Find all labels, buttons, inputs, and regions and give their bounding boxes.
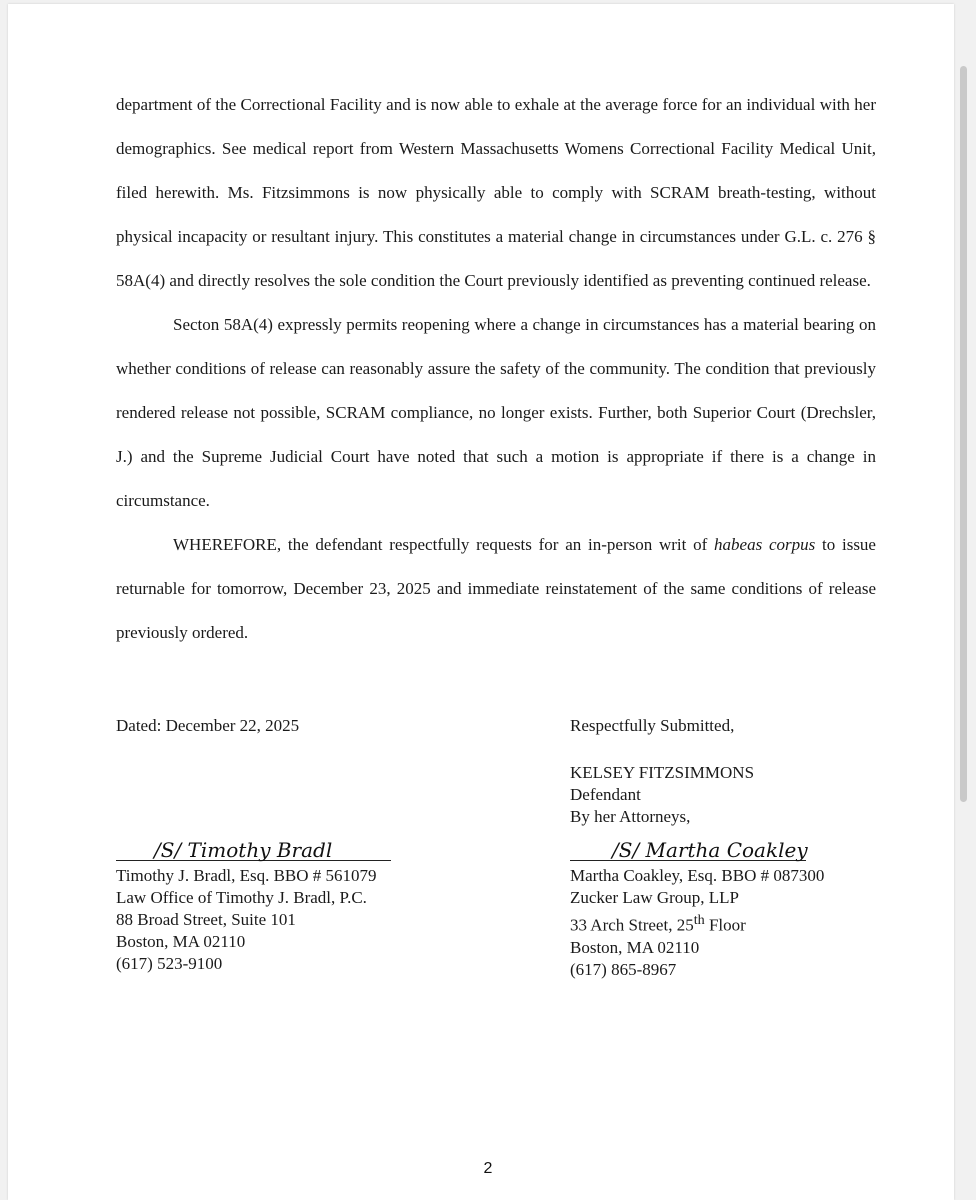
attorney-bradl-signature-block: [116, 838, 416, 975]
defendant-name: KELSEY FITZSIMMONS: [570, 763, 755, 782]
bradl-firm: Law Office of Timothy J. Bradl, P.C.: [116, 888, 367, 907]
page-number: 2: [483, 1160, 493, 1177]
paragraph-medical-change: department of the Correctional Facility and is now able to exhale at the average force for an individual with her demographics. See medical report from Western Massachusetts Womens Correctional Facility Medical Unit, filed herewith. Ms. Fitzsimmons is now physically able to comply with SCRAM breath-testing, without physical incapacity or resultant injury. This constitutes a material change in circumstances under G.L. c. 276 § 58A(4) and directly resolves the sole condition the Court previously identified as preventing continued release.: [116, 95, 876, 290]
paragraph-wherefore: [116, 523, 876, 655]
vertical-scrollbar[interactable]: [960, 66, 967, 802]
bradl-phone: (617) 523-9100: [116, 954, 223, 973]
bradl-contact: [116, 865, 416, 975]
wherefore-text-end: to issue returnable for tomorrow, December 23, 2025 and immediate reinstatement of the same conditions of release previously ordered.: [116, 535, 876, 642]
defendant-block: [570, 762, 754, 828]
habeas-corpus-term: habeas corpus: [714, 535, 816, 554]
coakley-city: Boston, MA 02110: [570, 937, 700, 957]
bradl-signature: /S/ Timothy Bradl: [154, 838, 333, 862]
dated-line: Dated: December 22, 2025: [116, 716, 300, 735]
attorney-coakley-signature-block: [570, 838, 880, 981]
coakley-phone: (617) 865-8967: [570, 959, 677, 979]
coakley-contact: [570, 865, 880, 981]
bradl-city: Boston, MA 02110: [116, 932, 246, 951]
paragraph-section-58a: Secton 58A(4) expressly permits reopening where a change in circumstances has a material bearing on whether conditions of release can reasonably assure the safety of the community. The condition that previously rendered release not possible, SCRAM compliance, no longer exists. Further, both Superior Court (Drechsler, J.) and the Supreme Judicial Court have noted that such a motion is appropriate if there is a change in circumstance.: [116, 315, 876, 510]
motion-body: [116, 83, 876, 655]
wherefore-text-start: WHEREFORE, the defendant respectfully requests for an in-person writ of: [173, 535, 715, 554]
defendant-role: Defendant: [570, 785, 641, 804]
coakley-name-bbo: Martha Coakley, Esq. BBO # 087300: [570, 866, 825, 885]
respectfully-submitted: Respectfully Submitted,: [570, 716, 735, 735]
coakley-street-end: Floor: [704, 915, 746, 935]
by-attorneys: By her Attorneys,: [570, 807, 691, 826]
document-page: [8, 4, 954, 1200]
bradl-name-bbo: Timothy J. Bradl, Esq. BBO # 561079: [116, 866, 377, 885]
coakley-firm: Zucker Law Group, LLP: [570, 888, 740, 907]
bradl-street: 88 Broad Street, Suite 101: [116, 910, 296, 929]
coakley-signature: /S/ Martha Coakley: [612, 838, 808, 862]
coakley-street-ordinal: th: [693, 912, 705, 928]
coakley-street: [570, 909, 880, 937]
coakley-street-start: 33 Arch Street, 25: [570, 915, 694, 935]
